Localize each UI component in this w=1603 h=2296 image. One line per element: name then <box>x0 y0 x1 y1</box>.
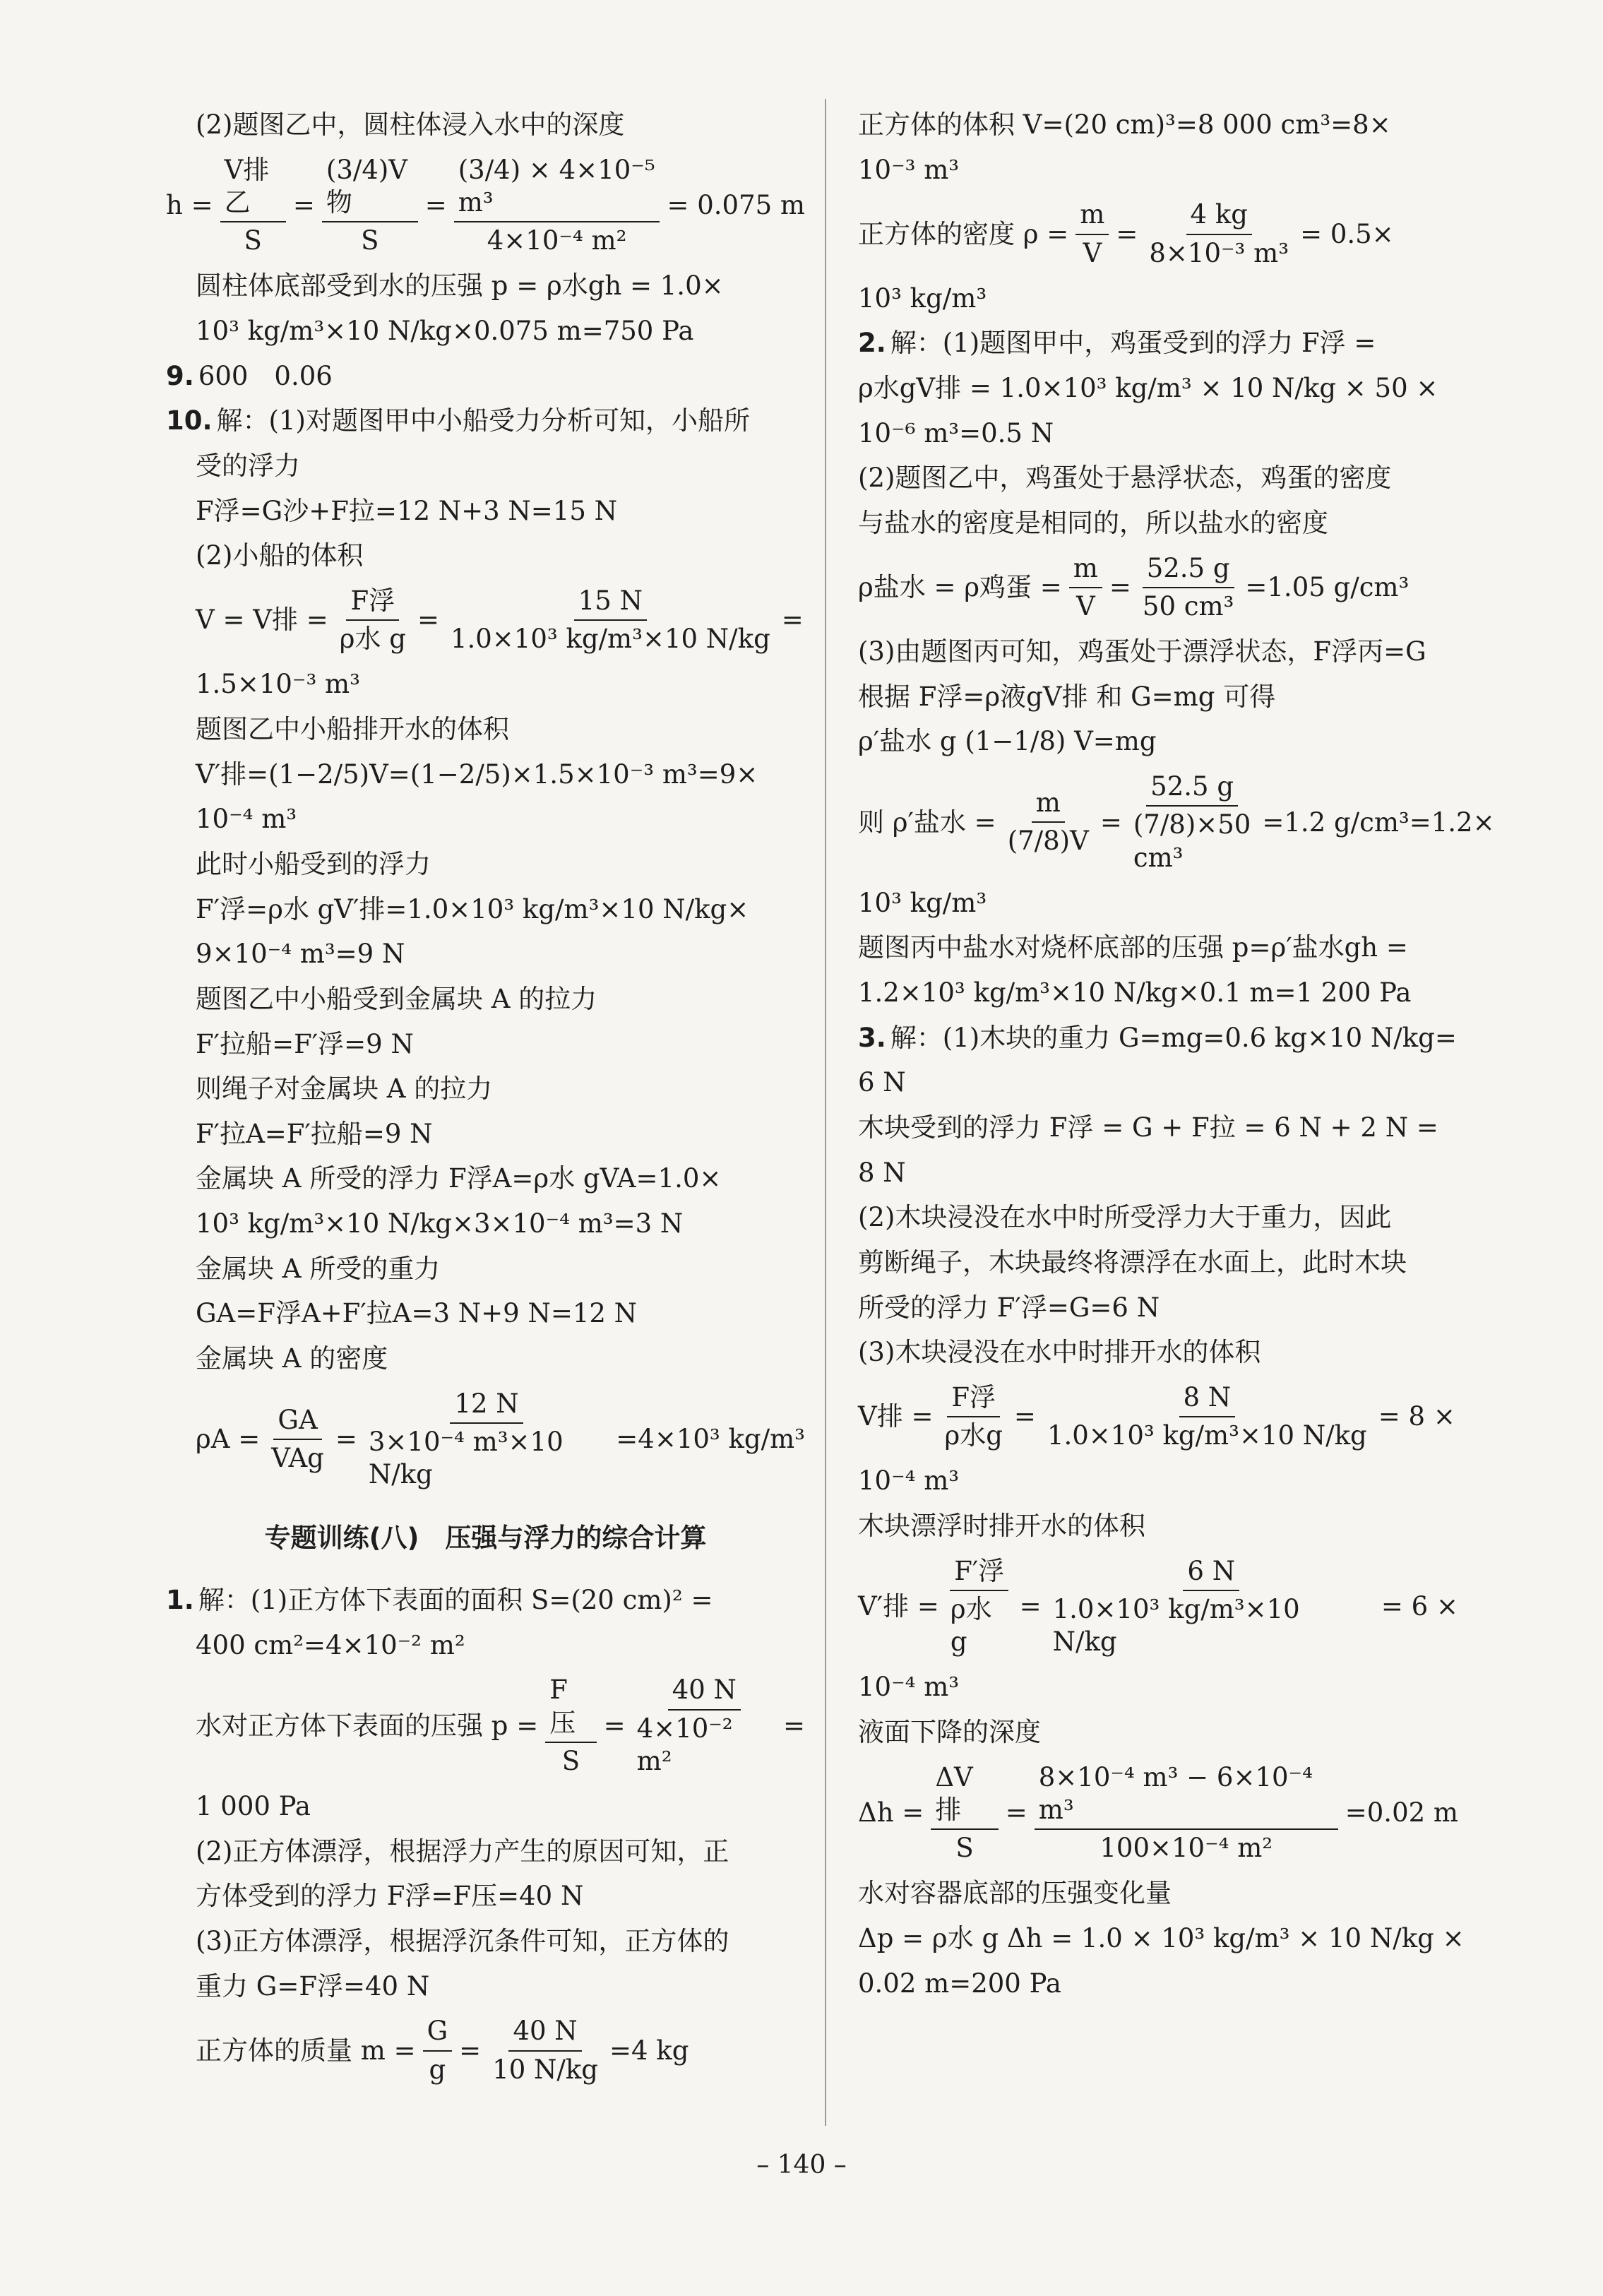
text-line: 剪断绳子，木块最终将漂浮在水面上，此时木块 <box>858 1247 1407 1278</box>
right-column <box>858 106 1495 2009</box>
text-line: 金属块 A 的密度 <box>196 1343 388 1374</box>
text-line: V′排=(1−2/5)V=(1−2/5)×1.5×10⁻³ m³=9× <box>196 759 758 790</box>
text-line: 9×10⁻⁴ m³=9 N <box>196 939 405 970</box>
text-line: ρ′盐水 g (1−1/8) V=mg <box>858 726 1157 757</box>
fraction: $\frac{\text{(3/4)V物}}{S}$ <box>322 154 418 258</box>
fraction: $\frac{40 N}{\text{4×10⁻² m²}}$ <box>633 1674 776 1778</box>
eq-tail: = 0.075 m <box>667 190 806 221</box>
fraction: $\frac{m}{V}$ <box>1069 552 1102 624</box>
text-line: 液面下降的深度 <box>858 1717 1041 1748</box>
text-line: 1 000 Pa <box>196 1791 311 1822</box>
section-title: 专题训练(八) 压强与浮力的综合计算 <box>264 1523 707 1554</box>
text-line: 10³ kg/m³ <box>858 282 987 314</box>
problem-2: 2. 解：(1)题图甲中，鸡蛋受到的浮力 F浮 = <box>858 328 1376 359</box>
fraction: $\frac{12 N}{\text{3×10⁻⁴ m³×10 N/kg}}$ <box>368 1388 564 1490</box>
fraction: $\frac{m}{(7/8)V}$ <box>1007 787 1089 857</box>
text-line: (3)木块浸没在水中时排开水的体积 <box>858 1337 1261 1368</box>
text-line: 与盐水的密度是相同的，所以盐水的密度 <box>858 507 1328 538</box>
text-line: 题图乙中小船受到金属块 A 的拉力 <box>196 983 597 1014</box>
equation-delta-h: Δh = $\frac{\text{ΔV排}}{S}$ = $\frac{\text{8×10⁻⁴ m³ − 6×10⁻⁴ m³}}{\text{100×10⁻⁴ m²}}$ =0.02 m <box>858 1761 1458 1865</box>
text-line: (2)正方体漂浮，根据浮力产生的原因可知，正 <box>196 1836 729 1867</box>
text-line: 正方体的体积 V=(20 cm)³=8 000 cm³=8× <box>858 109 1391 140</box>
text-line: 6 N <box>858 1067 906 1098</box>
fraction: $\frac{4 kg}{\text{8×10⁻³ m³}}$ <box>1149 199 1289 268</box>
equation-h: h = $\frac{\text{V排乙}}{S}$ = $\frac{\text{(3/4)V物}}{S}$ = $\frac{\text{(3/4) × 4×10⁻⁵ m³}}{\text{4×10⁻⁴ m²}}$ = 0.075 m <box>166 154 805 258</box>
equation-rho-cube: 正方体的密度 ρ = $\frac{m}{V}$ = $\frac{4 kg}{\text{8×10⁻³ m³}}$ = 0.5× <box>858 198 1458 270</box>
fraction: $\frac{6 N}{\text{1.0×10³ kg/m³×10 N/kg}}$ <box>1052 1555 1300 1658</box>
text-line: 10³ kg/m³ <box>858 887 987 918</box>
page-number: – 140 – <box>756 2151 847 2179</box>
text-line: 金属块 A 所受的重力 <box>196 1253 441 1284</box>
text-line: (2)小船的体积 <box>196 540 364 571</box>
fraction: $\frac{8 N}{\text{1.0×10³ kg/m³×10 N/kg}}$ <box>1047 1381 1367 1451</box>
text-line: 题图乙中小船排开水的体积 <box>196 714 509 745</box>
text-line: (2)题图乙中，鸡蛋处于悬浮状态，鸡蛋的密度 <box>858 463 1392 494</box>
text-line: 400 cm²=4×10⁻² m² <box>196 1629 465 1660</box>
equation-v: V = V排 = $\frac{\text{F浮}}{\text{ρ水 g}}$ = $\frac{15 N}{\text{1.0×10³ kg/m³×10 N/kg}}$ = <box>166 585 805 656</box>
fraction: $\frac{\text{ΔV排}}{S}$ <box>931 1761 998 1865</box>
text-line: ρ水gV排 = 1.0×10³ kg/m³ × 10 N/kg × 50 × <box>858 373 1438 404</box>
text-line: F′拉A=F′拉船=9 N <box>196 1118 433 1149</box>
fraction: $\frac{\text{8×10⁻⁴ m³ − 6×10⁻⁴ m³}}{\text{100×10⁻⁴ m²}}$ <box>1035 1761 1338 1865</box>
text-line: 圆柱体底部受到水的压强 p = ρ水gh = 1.0× <box>196 270 724 302</box>
text-line: 1.5×10⁻³ m³ <box>196 669 360 700</box>
fraction: $\frac{\text{V排乙}}{S}$ <box>220 154 286 258</box>
text-line: GA=F浮A+F′拉A=3 N+9 N=12 N <box>196 1298 638 1329</box>
fraction: $\frac{\text{F压}}{S}$ <box>545 1674 596 1778</box>
fraction: $\frac{\text{F浮}}{\text{ρ水g}}$ <box>944 1381 1003 1451</box>
text-line: (2)题图乙中，圆柱体浸入水中的深度 <box>196 109 625 140</box>
equation-v-floating: V′排 = $\frac{\text{F′浮}}{\text{ρ水g}}$ = $\frac{6 N}{\text{1.0×10³ kg/m³×10 N/kg}}$ = 6 × <box>858 1555 1458 1659</box>
left-column <box>166 106 805 2096</box>
text-line: 10⁻⁴ m³ <box>858 1672 960 1703</box>
fraction: $\frac{40 N}{10 N/kg}$ <box>492 2016 598 2085</box>
equation-p: 水对正方体下表面的压强 p = $\frac{\text{F压}}{S}$ = $\frac{40 N}{\text{4×10⁻² m²}}$ = <box>166 1674 805 1778</box>
fraction: $\frac{m}{V}$ <box>1075 198 1109 270</box>
text-line: 1.2×10³ kg/m³×10 N/kg×0.1 m=1 200 Pa <box>858 977 1412 1009</box>
text-line: (3)由题图丙可知，鸡蛋处于漂浮状态，F浮丙=G <box>858 636 1426 667</box>
text-line: 8 N <box>858 1157 906 1188</box>
question-number: 10. <box>166 405 213 436</box>
text-line: 10⁻³ m³ <box>858 154 960 185</box>
question-number: 2. <box>858 328 886 359</box>
text-line: F′拉船=F′浮=9 N <box>196 1028 414 1059</box>
text-line: 根据 F浮=ρ液gV排 和 G=mg 可得 <box>858 681 1276 712</box>
question-number: 1. <box>166 1585 194 1616</box>
text-line: 水对容器底部的压强变化量 <box>858 1878 1172 1909</box>
column-divider <box>825 99 826 2126</box>
text-line: (2)木块浸没在水中时所受浮力大于重力，因此 <box>858 1202 1392 1233</box>
text-line: (3)正方体漂浮，根据浮沉条件可知，正方体的 <box>196 1925 729 1956</box>
text-line: Δp = ρ水 g Δh = 1.0 × 10³ kg/m³ × 10 N/kg × <box>858 1923 1465 1954</box>
text-line: 此时小船受到的浮力 <box>196 848 431 879</box>
fraction: $\frac{52.5 g}{\text{(7/8)×50 cm³}}$ <box>1133 771 1251 873</box>
text-line: 则绳子对金属块 A 的拉力 <box>196 1073 493 1105</box>
question-10: 10. 解：(1)对题图甲中小船受力分析可知，小船所 <box>166 405 750 436</box>
text-line: 10⁻⁶ m³=0.5 N <box>858 417 1054 448</box>
fraction: $\frac{\text{F′浮}}{\text{ρ水g}}$ <box>946 1555 1013 1659</box>
text-line: 10³ kg/m³×10 N/kg×3×10⁻⁴ m³=3 N <box>196 1208 684 1239</box>
question-9: 9. 600 0.06 <box>166 360 333 391</box>
equation-v-submerged: V排 = $\frac{\text{F浮}}{\text{ρ水g}}$ = $\frac{8 N}{\text{1.0×10³ kg/m³×10 N/kg}}$ = 8 × <box>858 1381 1458 1453</box>
eq-lhs: h = <box>166 190 213 221</box>
fraction: $\frac{GA}{\text{VAg}}$ <box>271 1404 324 1473</box>
fraction: $\frac{15 N}{\text{1.0×10³ kg/m³×10 N/kg}}$ <box>450 585 770 655</box>
text-line: 重力 G=F浮=40 N <box>196 1970 430 2001</box>
text-line: 0.02 m=200 Pa <box>858 1968 1061 1999</box>
question-number: 9. <box>166 360 194 391</box>
fraction: $\frac{52.5 g}{\text{50 cm³}}$ <box>1142 552 1234 621</box>
text-line: 木块漂浮时排开水的体积 <box>858 1510 1145 1541</box>
text-line: 金属块 A 所受的浮力 F浮A=ρ水 gVA=1.0× <box>196 1163 722 1194</box>
equation-rho-a: ρA = $\frac{GA}{\text{VAg}}$ = $\frac{12 N}{\text{3×10⁻⁴ m³×10 N/kg}}$ =4×10³ kg/m³ <box>166 1388 805 1492</box>
text-line: F′浮=ρ水 gV′排=1.0×10³ kg/m³×10 N/kg× <box>196 893 749 924</box>
text-line: 受的浮力 <box>196 450 300 481</box>
problem-3: 3. 解：(1)木块的重力 G=mg=0.6 kg×10 N/kg= <box>858 1022 1457 1053</box>
text-line: 所受的浮力 F′浮=G=6 N <box>858 1292 1160 1323</box>
question-number: 3. <box>858 1022 886 1053</box>
fraction: $\frac{G}{g}$ <box>423 2015 453 2086</box>
text-line: 10³ kg/m³×10 N/kg×0.075 m=750 Pa <box>196 316 694 347</box>
text-line: 木块受到的浮力 F浮 = G + F拉 = 6 N + 2 N = <box>858 1112 1438 1143</box>
problem-1: 1. 解：(1)正方体下表面的面积 S=(20 cm)² = <box>166 1585 713 1616</box>
fraction: $\frac{\text{F浮}}{\text{ρ水 g}}$ <box>339 585 406 655</box>
equation-rho-salt: ρ盐水 = ρ鸡蛋 = $\frac{m}{V}$ = $\frac{52.5 g}{\text{50 cm³}}$ =1.05 g/cm³ <box>858 552 1458 624</box>
text-line: 方体受到的浮力 F浮=F压=40 N <box>196 1881 584 1912</box>
equation-rho-salt-2: 则 ρ′盐水 = $\frac{m}{(7/8)V}$ = $\frac{52.5 g}{\text{(7/8)×50 cm³}}$ =1.2 g/cm³=1.2× <box>858 771 1458 874</box>
text-line: 题图丙中盐水对烧杯底部的压强 p=ρ′盐水gh = <box>858 932 1408 963</box>
text-line: 10⁻⁴ m³ <box>858 1465 960 1497</box>
text-line: 10⁻⁴ m³ <box>196 804 297 835</box>
fraction: $\frac{\text{(3/4) × 4×10⁻⁵ m³}}{\text{4×10⁻⁴ m²}}$ <box>454 154 660 258</box>
equation-m: 正方体的质量 m = $\frac{G}{g}$ = $\frac{40 N}{10 N/kg}$ =4 kg <box>166 2015 805 2086</box>
text-line: F浮=G沙+F拉=12 N+3 N=15 N <box>196 495 618 526</box>
